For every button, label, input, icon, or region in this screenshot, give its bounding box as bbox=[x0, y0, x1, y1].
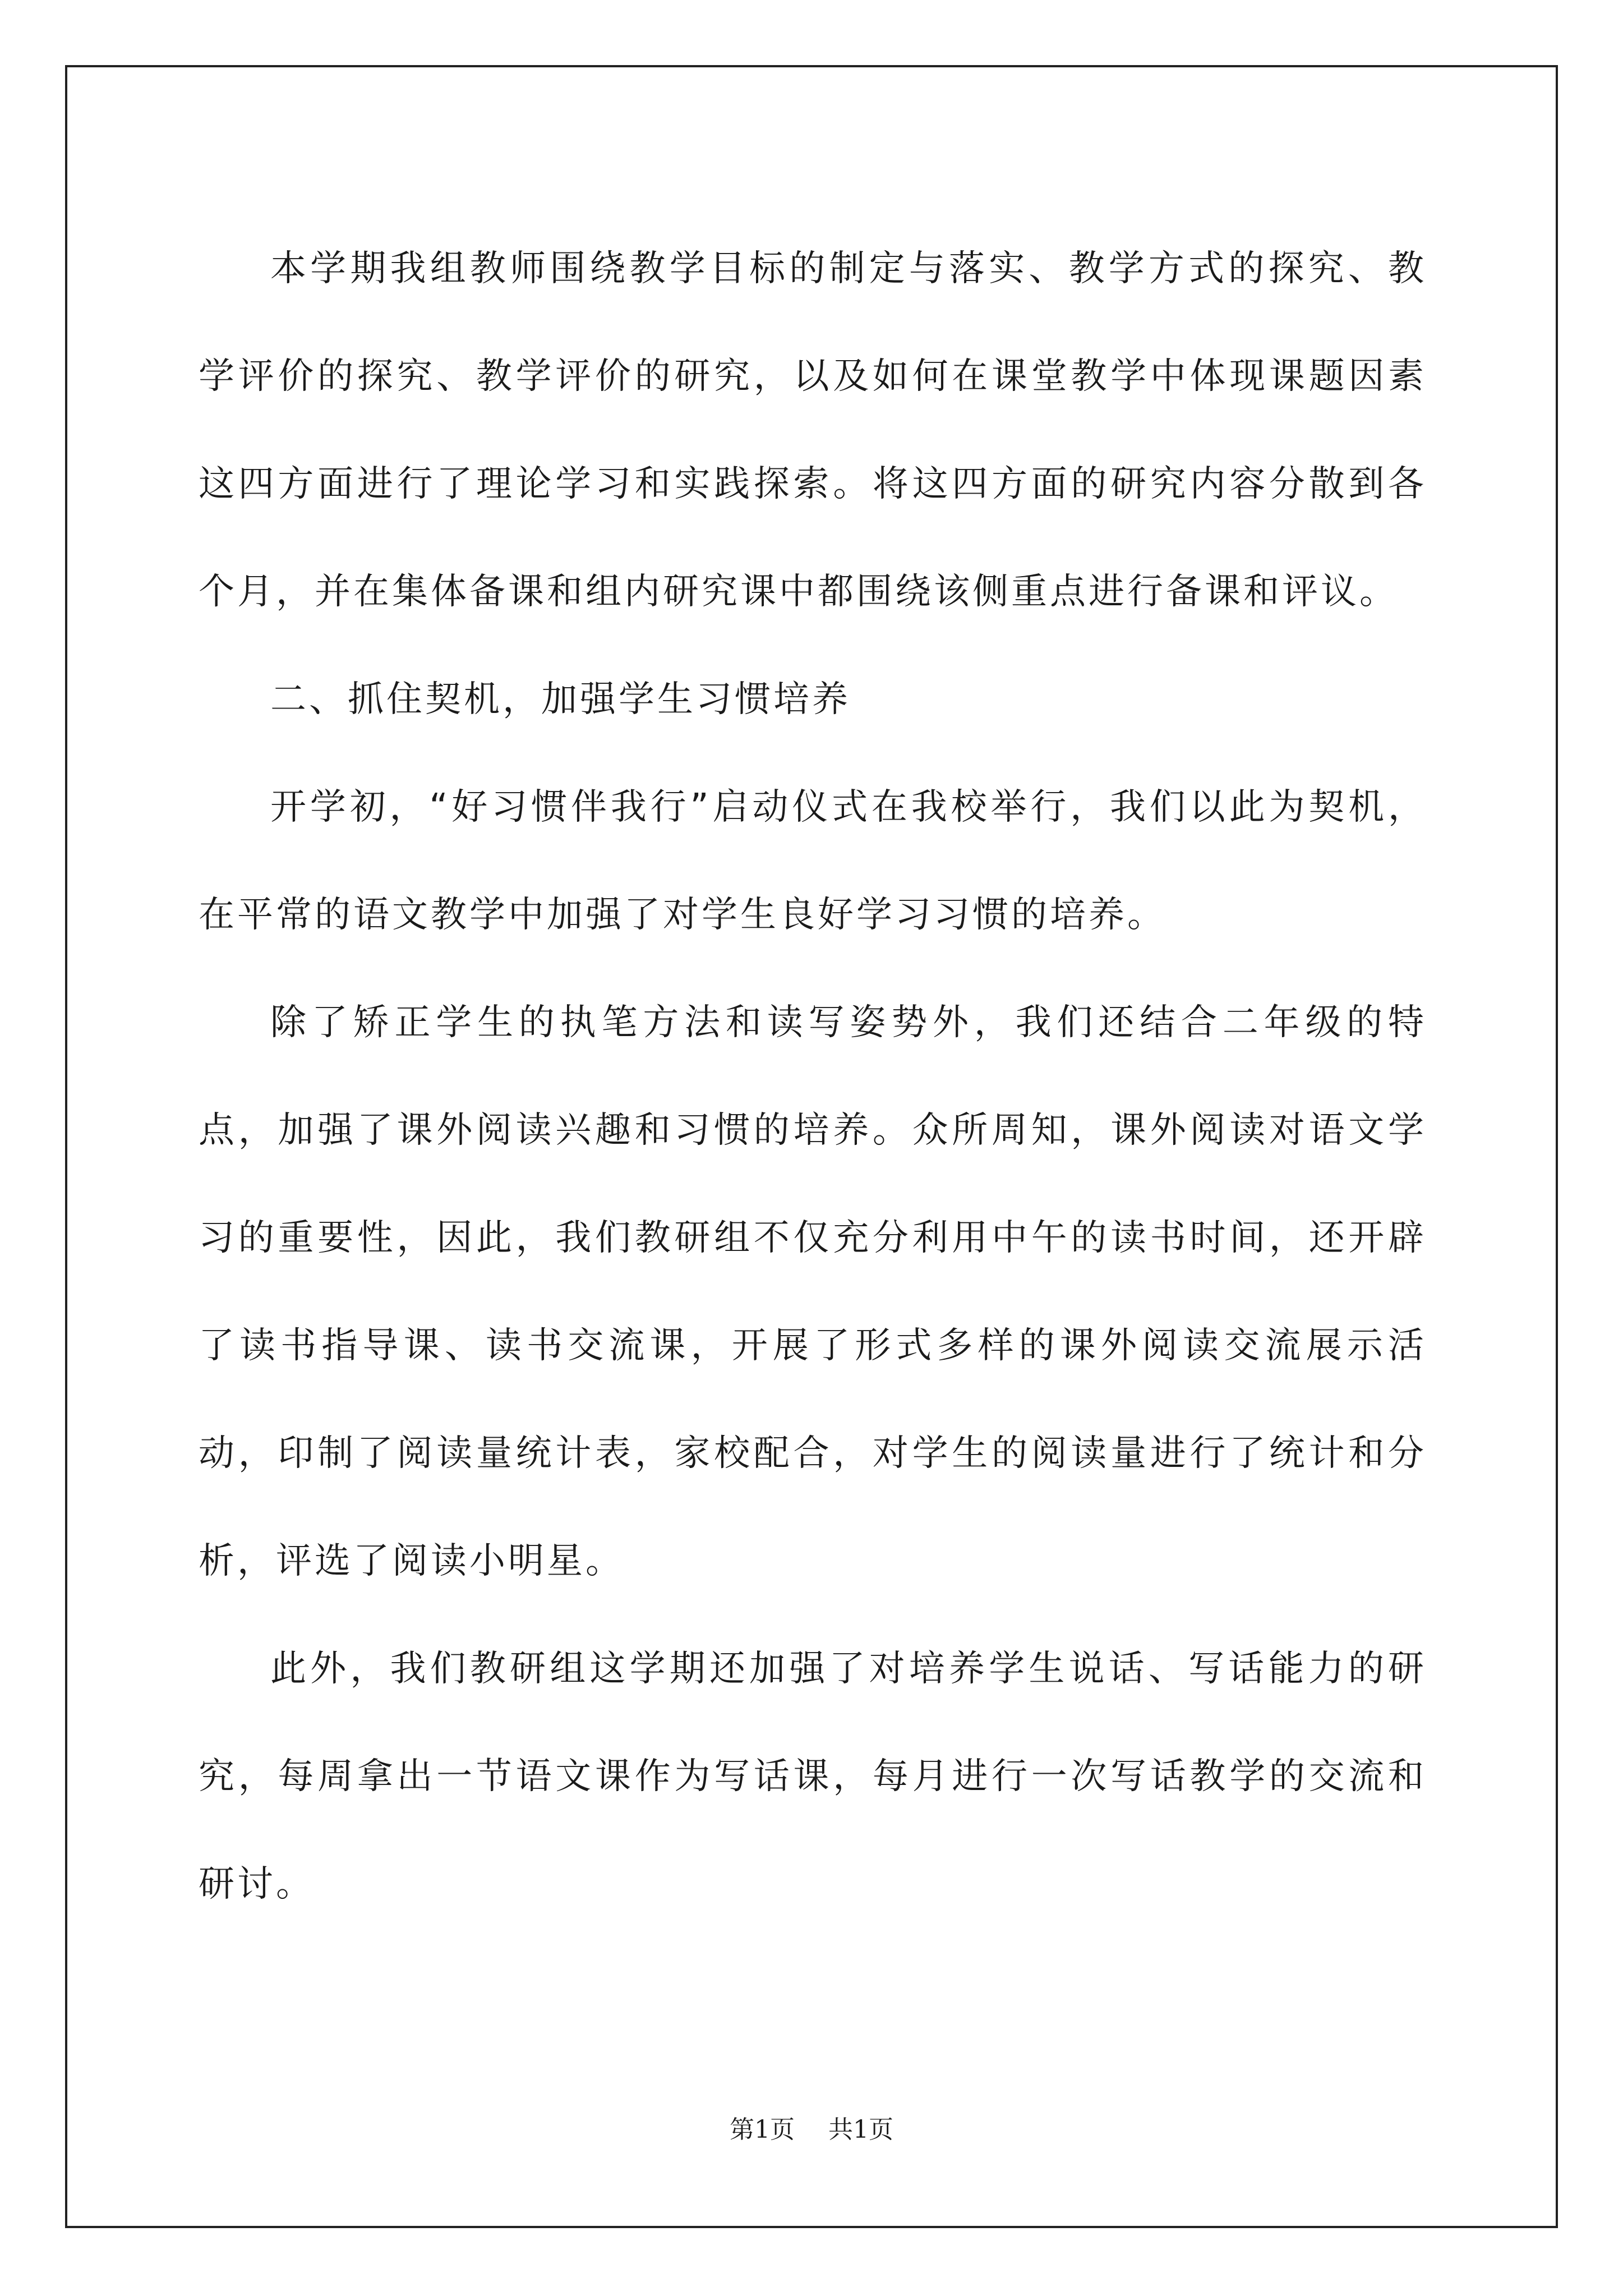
paragraph-habits: 开学初，“好习惯伴我行”启动仪式在我校举行，我们以此为契机，在平常的语文教学中加强了对学生良好学习习惯的培养。 bbox=[199, 786, 1427, 936]
section-heading: 二、抓住契机，加强学生习惯培养 bbox=[270, 679, 851, 720]
page-number: 第1页 bbox=[730, 2115, 795, 2144]
paragraph-intro: 本学期我组教师围绕教学目标的制定与落实、教学方式的探究、教学评价的探究、教学评价的研究，以及如何在课堂教学中体现课题因素这四方面进行了理论学习和实践探索。将这四方面的研究内容分散到各个月，并在集体备课和组内研究课中都围绕该侧重点进行备课和评议。 bbox=[199, 248, 1427, 613]
page-total: 共1页 bbox=[828, 2115, 893, 2144]
page-footer bbox=[0, 2109, 1623, 2145]
document-body bbox=[199, 215, 1427, 1938]
paragraph-writing: 此外，我们教研组这学期还加强了对培养学生说话、写话能力的研究，每周拿出一节语文课作为写话课，每月进行一次写话教学的交流和研讨。 bbox=[199, 1648, 1427, 1905]
paragraph-reading: 除了矫正学生的执笔方法和读写姿势外，我们还结合二年级的特点，加强了课外阅读兴趣和习惯的培养。众所周知，课外阅读对语文学习的重要性，因此，我们教研组不仅充分利用中午的读书时间，还开辟了读书指导课、读书交流课，开展了形式多样的课外阅读交流展示活动，印制了阅读量统计表，家校配合，对学生的阅读量进行了统计和分析，评选了阅读小明星。 bbox=[199, 1002, 1427, 1582]
